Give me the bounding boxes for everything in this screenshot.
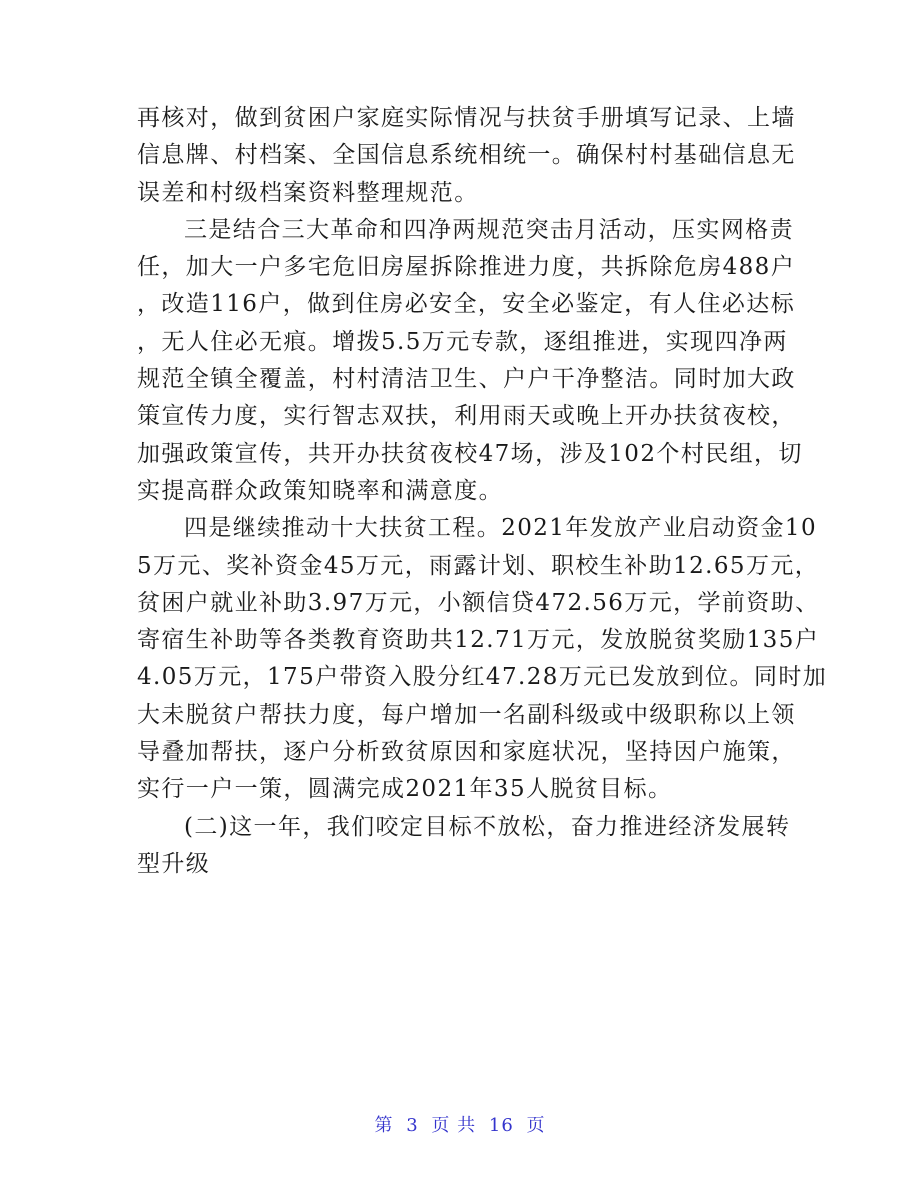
text-line: 误差和村级档案资料整理规范。	[137, 179, 479, 206]
text-line: 规范全镇全覆盖，村村清洁卫生、户户干净整洁。同时加大政	[137, 366, 796, 393]
text-line: 型升级	[137, 850, 211, 877]
paragraph-start-line: 四是继续推动十大扶贫工程。2021年发放产业启动资金10	[184, 515, 817, 542]
text-line: 5万元、奖补资金45万元，雨露计划、职校生补助12.65万元，	[137, 552, 820, 579]
text-line: 实行一户一策，圆满完成2021年35人脱贫目标。	[137, 776, 673, 803]
text-line: 策宣传力度，实行智志双扶，利用雨天或晚上开办扶贫夜校，	[137, 403, 796, 430]
text-line: 再核对，做到贫困户家庭实际情况与扶贫手册填写记录、上墙	[137, 105, 796, 131]
text-line: 大未脱贫户帮扶力度，每户增加一名副科级或中级职称以上领	[137, 701, 796, 728]
current-page-number: 3	[406, 1115, 419, 1136]
footer-suffix: 页	[526, 1115, 546, 1136]
page-number-footer	[0, 1111, 920, 1137]
text-line: 导叠加帮扶，逐户分析致贫原因和家庭状况，坚持因户施策，	[137, 739, 796, 766]
text-line: 寄宿生补助等各类教育资助共12.71万元，发放脱贫奖励135户	[137, 627, 820, 654]
text-line: 4.05万元，175户带资入股分红47.28万元已发放到位。同时加	[137, 664, 828, 691]
text-line: 实提高群众政策知晓率和满意度。	[137, 477, 503, 504]
footer-middle: 页 共	[431, 1115, 477, 1136]
text-line: 贫困户就业补助3.97万元，小额信贷472.56万元，学前资助、	[137, 589, 820, 616]
text-line: 加强政策宣传，共开办扶贫夜校47场，涉及102个村民组，切	[137, 440, 803, 467]
text-line: 任，加大一户多宅危旧房屋拆除推进力度，共拆除危房488户	[137, 254, 796, 281]
paragraph-start-line: (二)这一年，我们咬定目标不放松，奋力推进经济发展转	[184, 813, 791, 840]
text-line: 信息牌、村档案、全国信息系统相统一。确保村村基础信息无	[137, 142, 796, 169]
document-body	[137, 100, 828, 883]
total-pages-number: 16	[488, 1115, 514, 1136]
paragraph-start-line: 三是结合三大革命和四净两规范突击月活动，压实网格责	[184, 216, 794, 243]
footer-prefix: 第	[374, 1115, 394, 1136]
text-line: ，无人住必无痕。增拨5.5万元专款，逐组推进，实现四净两	[137, 328, 788, 355]
text-line: ，改造116户，做到住房必安全，安全必鉴定，有人住必达标	[137, 291, 796, 318]
